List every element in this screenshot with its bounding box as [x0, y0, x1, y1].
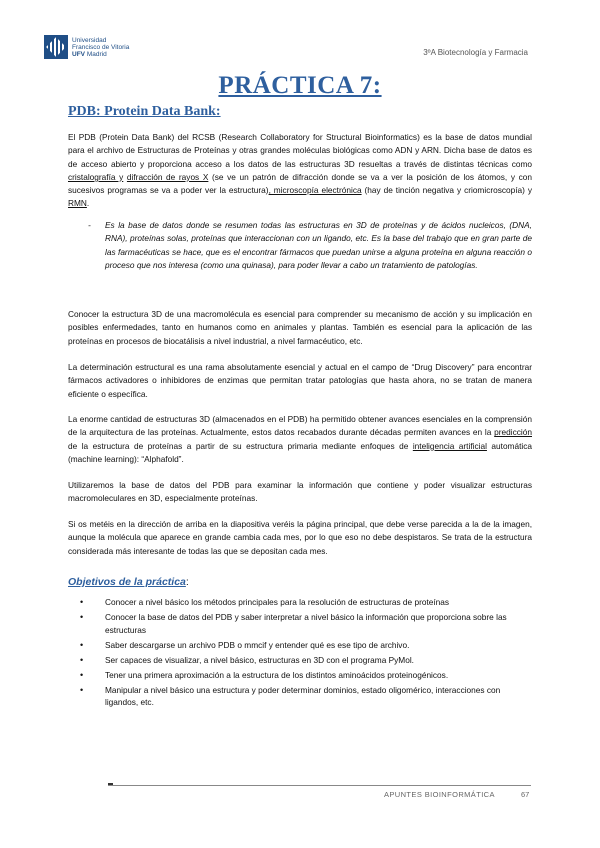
logo-text	[72, 37, 129, 58]
list-item: • Saber descargarse un archivo PDB o mmcif y entender qué es ese tipo de archivo.	[68, 639, 532, 652]
list-item: • Conocer a nivel básico los métodos principales para la resolución de estructuras de proteínas	[68, 596, 532, 609]
list-item: • Conocer la base de datos del PDB y saber interpretar a nivel básico la información que proporciona sobre las estructuras	[68, 611, 532, 636]
term-cristalografia: cristalografía y	[68, 171, 124, 182]
page-title: PRÁCTICA 7:	[218, 72, 382, 99]
term-inteligencia-artificial: inteligencia artificial	[412, 440, 487, 451]
term-prediccion: predicción	[494, 427, 532, 438]
page-number: 67	[521, 790, 530, 799]
footer-divider	[108, 785, 531, 786]
colon: :	[185, 576, 189, 588]
objectives-heading	[68, 576, 189, 588]
logo-line-1: Universidad	[72, 36, 107, 44]
dash-bullet: -	[88, 220, 91, 230]
term-rmn: RMN	[68, 198, 87, 209]
paragraph-utilizaremos: Utilizaremos la base de datos del PDB para examinar la información que contiene y poder visualizar estructuras macromoleculares en 3D, especialmente proteínas.	[68, 480, 532, 504]
logo-line-3	[72, 51, 129, 58]
logo-ufv: UFV	[72, 50, 85, 58]
list-item: • Ser capaces de visualizar, a nivel básico, estructuras en 3D con el programa PyMol.	[68, 654, 532, 667]
text: de la estructura de proteínas a partir de su estructura primaria mediante enfoques de	[68, 440, 413, 451]
objectives-list	[68, 596, 532, 711]
university-logo	[44, 35, 129, 59]
text: El PDB (Protein Data Bank) del RCSB (Research Collaboratory for Structural Bioinformatics) es la base de datos mundial para el archivo de Estructuras de Proteínas y otras grandes moléculas biológicas como ADN y ARN. Dicha base de datos es de acceso abierto y proporciona acceso a los datos de las estructuras 3D resueltas a través de distintas técnicas como	[68, 132, 532, 169]
objectives-title: Objetivos de la práctica	[68, 576, 186, 588]
italic-note-text: Es la base de datos donde se resumen todas las estructuras en 3D de proteínas y de ácidos nucleicos, (DNA, RNA), proteínas solas, proteínas que interaccionan con un ligando, etc. Es la base del trabajo que en gran parte de las farmacéuticas se hace, que es el encontrar fármacos que puedan unirse a alguna proteína en alguna reacción o proceso que nos interesa (como una quinasa), para poder llevar a cabo un tratamiento de patologías.	[105, 220, 532, 270]
ufv-logo-icon	[44, 35, 68, 59]
paragraph-pdb-intro	[68, 131, 532, 211]
text: automática (machine learning): “Alphafold”.	[68, 440, 532, 464]
italic-note	[90, 219, 532, 272]
logo-madrid: Madrid	[86, 50, 107, 58]
paragraph-drug-discovery: La determinación estructural es una rama absolutamente esencial y actual en el campo de “Drug Discovery” para encontrar fármacos activadores o inhibidores de enzimas que permitan tratar patologías que hasta ahora, no se tratan de manera eficiente o específica.	[68, 362, 532, 399]
term-difraccion: difracción de rayos X	[126, 171, 209, 182]
footer-label: APUNTES BIOINFORMÁTICA	[384, 790, 495, 799]
text: (se ve un patrón de difracción donde se va a ver la posición de los átomos, y con sucesivos programas se va a poder ver la estructura)	[68, 171, 532, 196]
paragraph-pagina-principal: Si os metéis en la dirección de arriba en la diapositiva veréis la página principal, que debe verse parecida a la de la imagen, aunque la molécula que aparece en grande cambia cada mes, por lo que eso no debe despistaros. Se trata de la estructura considerada más interesante de todas las que se depositan cada mes.	[68, 519, 532, 556]
course-label: 3ºA Biotecnología y Farmacia	[423, 48, 528, 57]
section-title: PDB: Protein Data Bank:	[68, 104, 221, 119]
text: .	[86, 198, 90, 209]
text: La enorme cantidad de estructuras 3D (almacenados en el PDB) ha permitido obtener avances esenciales en la comprensión de la arquitectura de las proteínas. Actualmente, estos datos recabados durante décadas permiten avances en la	[68, 414, 532, 438]
paragraph-alphafold	[68, 413, 532, 466]
list-item: • Tener una primera aproximación a la estructura de los distintos aminoácidos proteinogénicos.	[68, 669, 532, 682]
paragraph-3d-structure: Conocer la estructura 3D de una macromolécula es esencial para comprender su mecanismo de acción y su implicación en posibles enfermedades, tanto en humanos como en animales y plantas. También es esencial para la aplicación de las proteínas en procesos de biocatálisis a nivel industrial, a nivel farmacéutico, etc.	[68, 309, 532, 346]
text: (hay de tinción negativa y criomicroscopía) y	[361, 185, 533, 196]
term-microscopia: , microscopía electrónica	[268, 185, 362, 196]
logo-line-2: Francisco de Vitoria	[72, 43, 130, 51]
list-item: • Manipular a nivel básico una estructura y poder determinar dominios, estado oligomérico, interacciones con ligandos, etc.	[68, 684, 532, 709]
